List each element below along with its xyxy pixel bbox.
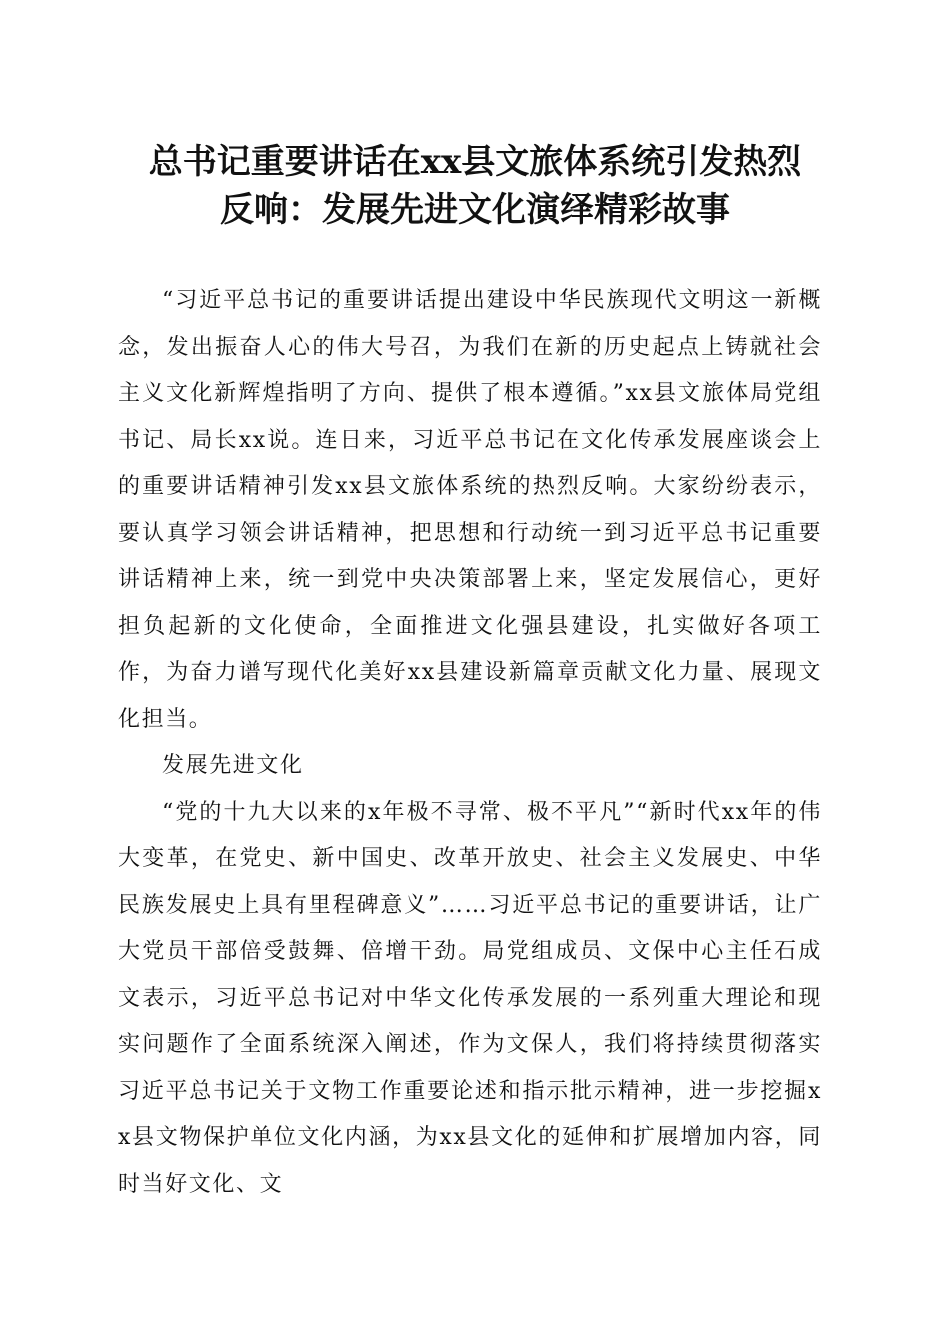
document-title — [110, 138, 840, 234]
document-body — [118, 278, 822, 1208]
paragraph-intro: “习近平总书记的重要讲话提出建设中华民族现代文明这一新概念，发出振奋人心的伟大号召，为我们在新的历史起点上铸就社会主义文化新辉煌指明了方向、提供了根本遵循。”xx县文旅体局党组书记、局长xx说。连日来，习近平总书记在文化传承发展座谈会上的重要讲话精神引发xx县文旅体系统的热烈反响。大家纷纷表示，要认真学习领会讲话精神，把思想和行动统一到习近平总书记重要讲话精神上来，统一到党中央决策部署上来，坚定发展信心，更好担负起新的文化使命，全面推进文化强县建设，扎实做好各项工作，为奋力谱写现代化美好xx县建设新篇章贡献文化力量、展现文化担当。 — [118, 288, 822, 732]
paragraph-section: “党的十九大以来的x年极不寻常、极不平凡”“新时代xx年的伟大变革，在党史、新中国史、改革开放史、社会主义发展史、中华民族发展史上具有里程碑意义”……习近平总书记的重要讲话，让广大党员干部倍受鼓舞、倍增干劲。局党组成员、文保中心主任石成文表示，习近平总书记对中华文化传承发展的一系列重大理论和现实问题作了全面系统深入阐述，作为文保人，我们将持续贯彻落实习近平总书记关于文物工作重要论述和指示批示精神，进一步挖掘xx县文物保护单位文化内涵，为xx县文化的延伸和扩展增加内容，同时当好文化、文 — [118, 799, 822, 1197]
title-line-1: 总书记重要讲话在xx县文旅体系统引发热烈 — [148, 142, 802, 182]
section-heading: 发展先进文化 — [162, 753, 304, 778]
title-line-2: 反响：发展先进文化演绎精彩故事 — [220, 190, 730, 230]
